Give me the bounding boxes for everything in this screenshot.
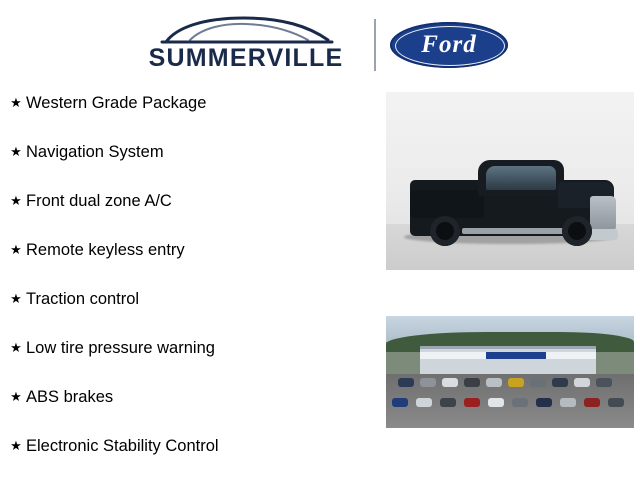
lot-vehicle	[442, 378, 458, 387]
lot-vehicle	[398, 378, 414, 387]
list-item	[6, 239, 376, 288]
star-bullet-icon: ★	[10, 340, 22, 355]
lot-vehicle	[488, 398, 504, 407]
feature-label: Electronic Stability Control	[26, 437, 219, 455]
feature-label: Western Grade Package	[26, 94, 207, 112]
star-bullet-icon: ★	[10, 389, 22, 404]
lot-vehicle	[464, 398, 480, 407]
list-item	[6, 190, 376, 239]
vehicle-rear-wheel	[430, 216, 460, 246]
vehicle-photo	[386, 92, 634, 270]
star-bullet-icon: ★	[10, 95, 22, 110]
bottom-bar	[0, 468, 640, 480]
feature-label: Traction control	[26, 290, 140, 308]
dealer-name-text: SUMMERVILLE	[148, 44, 344, 72]
lot-vehicle	[486, 378, 502, 387]
list-item	[6, 386, 376, 435]
feature-label: Front dual zone A/C	[26, 192, 172, 210]
vehicle-running-board	[462, 228, 566, 234]
lot-vehicle	[392, 398, 408, 407]
lot-vehicle	[512, 398, 528, 407]
list-item	[6, 141, 376, 190]
vehicle-windows	[486, 166, 556, 190]
lot-vehicle	[596, 378, 612, 387]
list-item	[6, 337, 376, 386]
dealership-building	[420, 346, 596, 377]
lot-vehicle	[464, 378, 480, 387]
list-item	[6, 92, 376, 141]
lot-vehicle	[420, 378, 436, 387]
list-item	[6, 288, 376, 337]
dealership-photo	[386, 316, 634, 428]
logo-divider	[374, 19, 376, 71]
ford-logo-text: Ford	[421, 31, 477, 58]
star-bullet-icon: ★	[10, 144, 22, 159]
lot-vehicle	[440, 398, 456, 407]
star-bullet-icon: ★	[10, 438, 22, 453]
lot-vehicle	[530, 378, 546, 387]
feature-label: ABS brakes	[26, 388, 114, 406]
feature-label: Low tire pressure warning	[26, 339, 215, 357]
vehicle-bed	[410, 190, 484, 218]
logo-lockup	[132, 14, 508, 76]
vehicle-grille	[590, 196, 616, 230]
lot-vehicle	[508, 378, 524, 387]
lot-vehicle	[608, 398, 624, 407]
lot-vehicle	[574, 378, 590, 387]
feature-label: Navigation System	[26, 143, 164, 161]
lot-vehicle	[552, 378, 568, 387]
lot-vehicle	[536, 398, 552, 407]
vehicle-front-wheel	[562, 216, 592, 246]
star-bullet-icon: ★	[10, 242, 22, 257]
car-outline-icon	[132, 14, 360, 48]
star-bullet-icon: ★	[10, 193, 22, 208]
building-sign	[486, 352, 546, 359]
lot-vehicle	[584, 398, 600, 407]
dealer-logo	[132, 14, 360, 76]
star-bullet-icon: ★	[10, 291, 22, 306]
ford-logo	[390, 22, 508, 68]
lot-vehicle	[560, 398, 576, 407]
feature-list	[6, 92, 376, 484]
header	[0, 6, 640, 84]
feature-label: Remote keyless entry	[26, 241, 185, 259]
lot-vehicle	[416, 398, 432, 407]
